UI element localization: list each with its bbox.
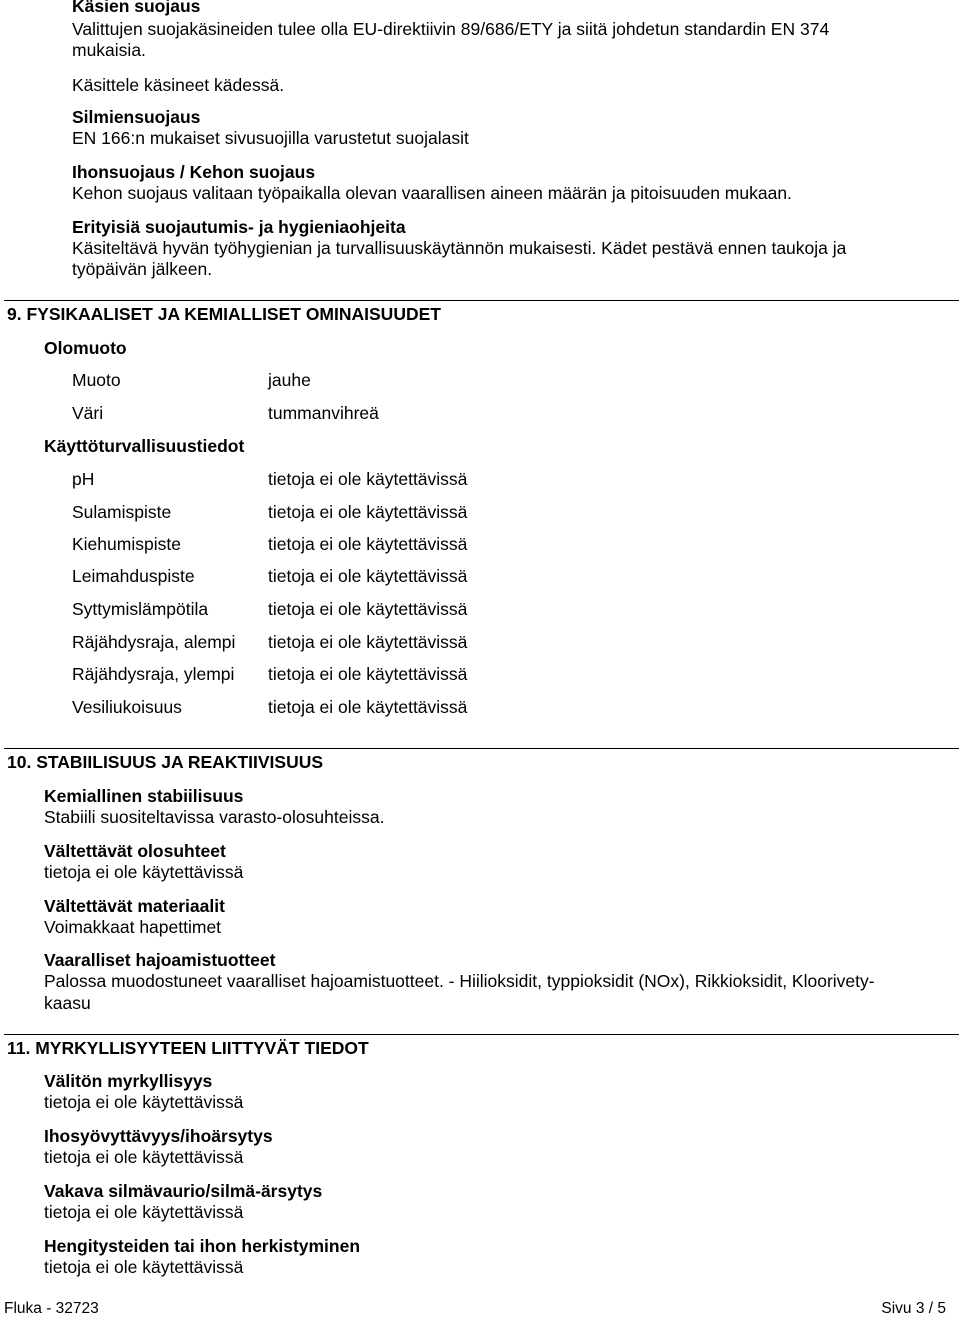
acute-toxicity-heading: Välitön myrkyllisyys (44, 1071, 213, 1091)
decomposition-products-text-1: Palossa muodostuneet vaaralliset hajoamistuotteet. - Hiilioksidit, typpioksidit (NOx), Rikkioksidit, Kloorivety- (44, 971, 875, 991)
materials-to-avoid-heading: Vältettävät materiaalit (44, 896, 225, 916)
eye-damage-heading: Vakava silmävaurio/silmä-ärsytys (44, 1181, 323, 1201)
property-value-water-solubility: tietoja ei ole käytettävissä (268, 697, 468, 717)
property-label-ignition-temperature: Syttymislämpötila (72, 599, 209, 619)
property-value-colour: tummanvihreä (268, 403, 379, 423)
skin-protection-text: Kehon suojaus valitaan työpaikalla olevan vaarallisen aineen määrän ja pitoisuuden mukaan. (72, 183, 792, 203)
materials-to-avoid-text: Voimakkaat hapettimet (44, 917, 222, 937)
section-10-title: 10. STABIILISUUS JA REAKTIIVISUUS (7, 752, 324, 772)
hygiene-text-2: työpäivän jälkeen. (72, 259, 213, 279)
property-value-ignition-temperature: tietoja ei ole käytettävissä (268, 599, 468, 619)
property-label-flash-point: Leimahduspiste (72, 566, 195, 586)
property-label-colour: Väri (72, 403, 104, 423)
stability-text: Stabiili suositeltavissa varasto-olosuhteissa. (44, 807, 385, 827)
hands-protection-heading: Käsien suojaus (72, 0, 201, 16)
property-label-form: Muoto (72, 370, 121, 390)
section-9-title: 9. FYSIKAALISET JA KEMIALLISET OMINAISUUDET (7, 304, 441, 324)
property-value-lower-explosion-limit: tietoja ei ole käytettävissä (268, 632, 468, 652)
hands-protection-text-1: Valittujen suojakäsineiden tulee olla EU-direktiivin 89/686/ETY ja siitä johdetun standardin EN 374 (72, 19, 830, 39)
skin-irritation-text: tietoja ei ole käytettävissä (44, 1147, 244, 1167)
decomposition-products-heading: Vaaralliset hajoamistuotteet (44, 950, 276, 970)
property-label-ph: pH (72, 469, 95, 489)
footer-product-code: Fluka - 32723 (4, 1300, 99, 1317)
conditions-to-avoid-heading: Vältettävät olosuhteet (44, 841, 226, 861)
property-value-form: jauhe (268, 370, 311, 390)
decomposition-products-text-2: kaasu (44, 993, 91, 1013)
property-label-water-solubility: Vesiliukoisuus (72, 697, 182, 717)
sensitisation-text: tietoja ei ole käytettävissä (44, 1257, 244, 1277)
section-9-rule (4, 300, 959, 301)
property-value-boiling-point: tietoja ei ole käytettävissä (268, 534, 468, 554)
property-label-boiling-point: Kiehumispiste (72, 534, 181, 554)
skin-protection-heading: Ihonsuojaus / Kehon suojaus (72, 162, 316, 182)
sensitisation-heading: Hengitysteiden tai ihon herkistyminen (44, 1236, 361, 1256)
appearance-heading: Olomuoto (44, 338, 127, 358)
property-value-ph: tietoja ei ole käytettävissä (268, 469, 468, 489)
skin-irritation-heading: Ihosyövyttävyys/ihoärsytys (44, 1126, 273, 1146)
section-11-title: 11. MYRKYLLISYYTEEN LIITTYVÄT TIEDOT (7, 1038, 369, 1058)
eye-damage-text: tietoja ei ole käytettävissä (44, 1202, 244, 1222)
hands-protection-text-2: mukaisia. (72, 40, 146, 60)
property-value-flash-point: tietoja ei ole käytettävissä (268, 566, 468, 586)
property-label-lower-explosion-limit: Räjähdysraja, alempi (72, 632, 236, 652)
hygiene-heading: Erityisiä suojautumis- ja hygieniaohjeita (72, 217, 406, 237)
acute-toxicity-text: tietoja ei ole käytettävissä (44, 1092, 244, 1112)
hygiene-text-1: Käsiteltävä hyvän työhygienian ja turvallisuuskäytännön mukaisesti. Kädet pestävä ennen taukoja ja (72, 238, 847, 258)
eye-protection-heading: Silmiensuojaus (72, 107, 201, 127)
conditions-to-avoid-text: tietoja ei ole käytettävissä (44, 862, 244, 882)
section-11-rule (4, 1034, 959, 1035)
property-label-upper-explosion-limit: Räjähdysraja, ylempi (72, 664, 235, 684)
eye-protection-text: EN 166:n mukaiset sivusuojilla varustetut suojalasit (72, 128, 469, 148)
property-value-melting-point: tietoja ei ole käytettävissä (268, 502, 468, 522)
property-value-upper-explosion-limit: tietoja ei ole käytettävissä (268, 664, 468, 684)
footer-page-number: Sivu 3 / 5 (881, 1300, 946, 1317)
hands-protection-text-3: Käsittele käsineet kädessä. (72, 75, 285, 95)
safety-data-heading: Käyttöturvallisuustiedot (44, 436, 245, 456)
stability-heading: Kemiallinen stabiilisuus (44, 786, 244, 806)
section-10-rule (4, 748, 959, 749)
property-label-melting-point: Sulamispiste (72, 502, 172, 522)
